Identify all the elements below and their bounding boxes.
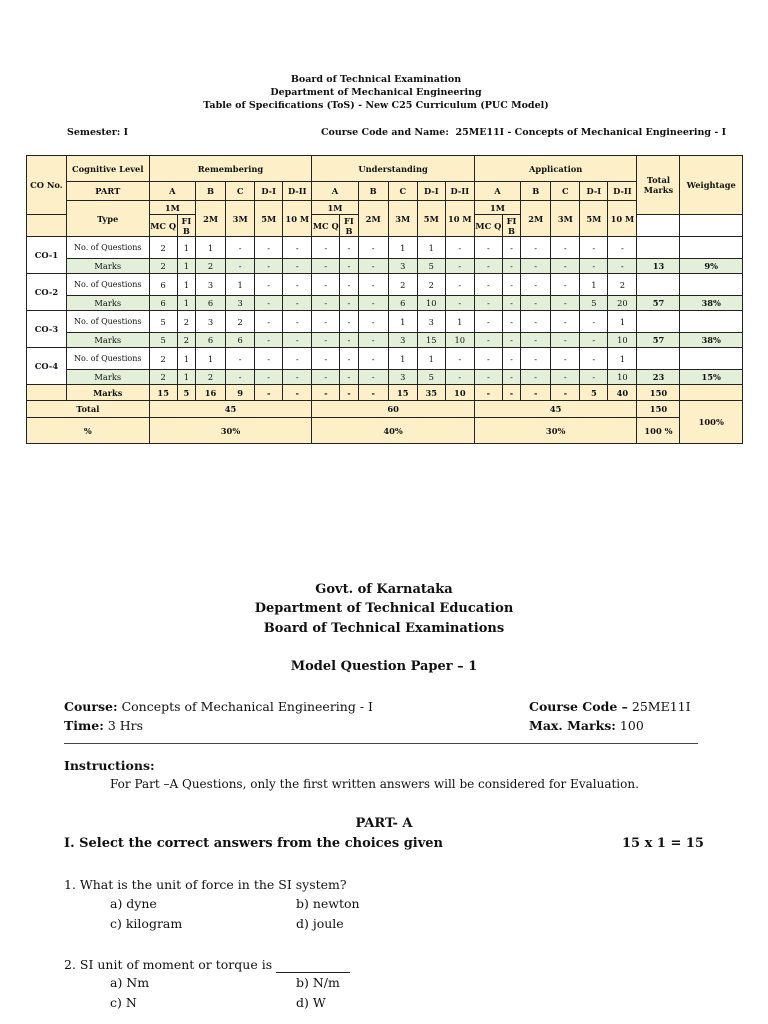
- summary-total-und: 60: [312, 401, 475, 418]
- summary-mark-cell: 15: [149, 385, 177, 401]
- remembering-header: Remembering: [149, 156, 312, 182]
- row-total-cell: [637, 274, 680, 296]
- type-3m-rem: 3M: [226, 201, 255, 237]
- header-divider: [64, 743, 698, 744]
- question-count-cell: -: [340, 237, 358, 259]
- type-10m-app: 10 M: [608, 201, 637, 237]
- marks-cell: -: [502, 296, 520, 311]
- summary-pct-app: 30%: [474, 418, 637, 444]
- question-count-cell: -: [502, 311, 520, 333]
- marks-cell: -: [551, 370, 580, 385]
- marks-cell: 10: [417, 296, 445, 311]
- part-a-app: A: [474, 182, 520, 201]
- marks-cell: -: [580, 259, 608, 274]
- q2-option-b: b) N/m: [296, 975, 340, 990]
- question-count-cell: -: [521, 274, 551, 296]
- question-count-cell: -: [312, 311, 340, 333]
- summary-mark-cell: -: [551, 385, 580, 401]
- part-d2-app: D-II: [608, 182, 637, 201]
- row-total-cell: [637, 237, 680, 259]
- cognitive-level-header: Cognitive Level: [66, 156, 149, 182]
- marks-cell: -: [608, 259, 637, 274]
- summary-weight: 100%: [680, 401, 743, 444]
- part-d2-und: D-II: [445, 182, 474, 201]
- question-1: 1. What is the unit of force in the SI system?: [64, 877, 347, 892]
- question-count-cell: -: [358, 274, 388, 296]
- part-b-und: B: [358, 182, 388, 201]
- tos-semester: Semester: I: [67, 127, 129, 138]
- question-count-cell: 1: [445, 311, 474, 333]
- marks-cell: -: [226, 370, 255, 385]
- type-5m-und: 5M: [417, 201, 445, 237]
- question-2: 2. SI unit of moment or torque is: [64, 957, 350, 973]
- type-2m-app: 2M: [521, 201, 551, 237]
- co-label: CO-1: [27, 237, 67, 274]
- part-c-app: C: [551, 182, 580, 201]
- question-count-cell: -: [226, 237, 255, 259]
- no-of-questions-label: No. of Questions: [66, 274, 149, 296]
- section-title: I. Select the correct answers from the choices given: [64, 836, 444, 851]
- q1-option-d: d) joule: [296, 916, 344, 931]
- summary-total-label: Total: [27, 401, 150, 418]
- question-count-cell: -: [283, 274, 312, 296]
- marks-cell: -: [226, 259, 255, 274]
- no-of-questions-label: No. of Questions: [66, 311, 149, 333]
- summary-mark-cell: 5: [580, 385, 608, 401]
- question-count-cell: -: [255, 348, 283, 370]
- question-count-cell: 1: [388, 237, 417, 259]
- paper-title: Model Question Paper – 1: [290, 659, 478, 674]
- row-weightage: 38%: [680, 296, 743, 311]
- understanding-header: Understanding: [312, 156, 475, 182]
- question-count-cell: 2: [149, 237, 177, 259]
- question-count-cell: -: [445, 348, 474, 370]
- row-weightage-cell: [680, 274, 743, 296]
- question-count-cell: 2: [226, 311, 255, 333]
- marks-cell: 10: [445, 333, 474, 348]
- part-d2-rem: D-II: [283, 182, 312, 201]
- question-count-cell: -: [608, 237, 637, 259]
- row-total-marks: 57: [637, 333, 680, 348]
- marks-cell: -: [255, 333, 283, 348]
- summary-total-rem: 45: [149, 401, 312, 418]
- marks-cell: 6: [226, 333, 255, 348]
- part-d1-app: D-I: [580, 182, 608, 201]
- question-count-cell: -: [283, 348, 312, 370]
- question-count-cell: -: [551, 237, 580, 259]
- type-3m-app: 3M: [551, 201, 580, 237]
- marks-cell: -: [340, 333, 358, 348]
- question-count-cell: 1: [580, 274, 608, 296]
- type-3m-und: 3M: [388, 201, 417, 237]
- question-count-cell: 2: [177, 311, 195, 333]
- marks-cell: -: [521, 370, 551, 385]
- question-count-cell: -: [445, 274, 474, 296]
- type-5m-app: 5M: [580, 201, 608, 237]
- summary-pct-und: 40%: [312, 418, 475, 444]
- part-c-rem: C: [226, 182, 255, 201]
- part-b-app: B: [521, 182, 551, 201]
- course-value: Concepts of Mechanical Engineering - I: [121, 699, 373, 714]
- summary-pct-total: 100 %: [637, 418, 680, 444]
- marks-cell: -: [521, 296, 551, 311]
- row-weightage-cell: [680, 348, 743, 370]
- question-count-cell: -: [312, 274, 340, 296]
- marks-cell: 20: [608, 296, 637, 311]
- marks-cell: 2: [149, 370, 177, 385]
- q1-option-c: c) kilogram: [110, 916, 183, 931]
- tos-table: [26, 155, 743, 444]
- question-count-cell: -: [474, 311, 502, 333]
- question-count-cell: -: [283, 311, 312, 333]
- summary-total-total: 150: [637, 401, 680, 418]
- row-weightage-cell: [680, 237, 743, 259]
- no-of-questions-label: No. of Questions: [66, 348, 149, 370]
- marks-cell: -: [255, 370, 283, 385]
- q2-option-a: a) Nm: [110, 975, 150, 990]
- question-count-cell: 3: [417, 311, 445, 333]
- marks-cell: 3: [226, 296, 255, 311]
- part-d1-und: D-I: [417, 182, 445, 201]
- marks-cell: -: [340, 296, 358, 311]
- question-count-cell: 2: [388, 274, 417, 296]
- question-count-cell: -: [340, 274, 358, 296]
- question-count-cell: 1: [177, 237, 195, 259]
- marks-cell: -: [474, 259, 502, 274]
- marks-cell: -: [340, 370, 358, 385]
- marks-cell: -: [502, 259, 520, 274]
- question-count-cell: 6: [149, 274, 177, 296]
- marks-label: Marks: [66, 296, 149, 311]
- question-count-cell: -: [255, 274, 283, 296]
- q2-option-d: d) W: [296, 995, 326, 1010]
- part-b-rem: B: [195, 182, 225, 201]
- marks-cell: -: [358, 333, 388, 348]
- row-weightage: 15%: [680, 370, 743, 385]
- question-count-cell: 2: [417, 274, 445, 296]
- type-2m-und: 2M: [358, 201, 388, 237]
- question-count-cell: 1: [195, 348, 225, 370]
- question-count-cell: -: [474, 237, 502, 259]
- summary-mark-cell: 35: [417, 385, 445, 401]
- summary-mark-cell: -: [474, 385, 502, 401]
- row-total-cell: [637, 311, 680, 333]
- marks-cell: -: [502, 333, 520, 348]
- summary-mark-cell: 40: [608, 385, 637, 401]
- marks-cell: -: [312, 259, 340, 274]
- question-count-cell: -: [312, 348, 340, 370]
- summary-mark-cell: -: [502, 385, 520, 401]
- question-count-cell: 1: [226, 274, 255, 296]
- question-count-cell: 1: [388, 348, 417, 370]
- summary-marks-total: 150: [637, 385, 680, 401]
- summary-mark-cell: -: [312, 385, 340, 401]
- marks-cell: 15: [417, 333, 445, 348]
- type-mcq-und: MC Q: [312, 215, 340, 237]
- summary-mark-cell: -: [521, 385, 551, 401]
- tos-course-label: Course Code and Name:: [321, 127, 449, 138]
- weightage-header: Weightage: [680, 156, 743, 215]
- marks-label: Marks: [66, 333, 149, 348]
- marks-cell: 3: [388, 333, 417, 348]
- summary-mark-cell: -: [340, 385, 358, 401]
- marks-cell: 2: [195, 370, 225, 385]
- row-total-marks: 13: [637, 259, 680, 274]
- part-a-rem: A: [149, 182, 195, 201]
- question-count-cell: -: [445, 237, 474, 259]
- course-code-value: 25ME11I: [631, 699, 691, 714]
- type-header: Type: [66, 201, 149, 237]
- question-count-cell: -: [521, 237, 551, 259]
- marks-cell: 6: [195, 333, 225, 348]
- course-line: [64, 699, 373, 714]
- marks-cell: 3: [388, 259, 417, 274]
- co-no-header: CO No.: [27, 156, 67, 215]
- type-1m-rem: 1M: [149, 201, 195, 215]
- answer-blank: [276, 957, 350, 973]
- question-count-cell: -: [255, 237, 283, 259]
- summary-marks-label: Marks: [66, 385, 149, 401]
- marks-cell: 6: [149, 296, 177, 311]
- type-fib-und: FI B: [340, 215, 358, 237]
- course-code-label: Course Code –: [529, 699, 628, 714]
- question-count-cell: 3: [195, 311, 225, 333]
- part-c-und: C: [388, 182, 417, 201]
- marks-cell: -: [312, 370, 340, 385]
- question-count-cell: -: [502, 274, 520, 296]
- summary-mark-cell: 15: [388, 385, 417, 401]
- summary-mark-cell: -: [283, 385, 312, 401]
- question-count-cell: -: [340, 348, 358, 370]
- question-count-cell: -: [255, 311, 283, 333]
- question-count-cell: -: [358, 311, 388, 333]
- question-count-cell: 1: [177, 274, 195, 296]
- q2-option-c: c) N: [110, 995, 137, 1010]
- marks-cell: -: [283, 296, 312, 311]
- max-marks-value: 100: [619, 718, 644, 733]
- course-code-line: [529, 699, 691, 714]
- question-count-cell: -: [474, 348, 502, 370]
- part-d1-rem: D-I: [255, 182, 283, 201]
- summary-mark-cell: -: [358, 385, 388, 401]
- question-count-cell: -: [358, 237, 388, 259]
- tos-course-value: 25ME11I - Concepts of Mechanical Engineering - I: [455, 127, 727, 138]
- marks-cell: 2: [195, 259, 225, 274]
- co-label: CO-2: [27, 274, 67, 311]
- marks-cell: -: [551, 296, 580, 311]
- question-count-cell: -: [521, 311, 551, 333]
- marks-cell: 6: [388, 296, 417, 311]
- question-count-cell: -: [226, 348, 255, 370]
- marks-cell: -: [474, 370, 502, 385]
- part-a-title: PART- A: [355, 816, 413, 831]
- summary-pct-label: %: [27, 418, 150, 444]
- marks-cell: -: [283, 259, 312, 274]
- marks-cell: -: [358, 259, 388, 274]
- marks-cell: -: [312, 296, 340, 311]
- question-count-cell: -: [580, 237, 608, 259]
- marks-cell: -: [502, 370, 520, 385]
- question-count-cell: 1: [417, 237, 445, 259]
- co-label: CO-3: [27, 311, 67, 348]
- question-count-cell: -: [474, 274, 502, 296]
- marks-cell: 1: [177, 370, 195, 385]
- marks-cell: 5: [149, 333, 177, 348]
- question-count-cell: -: [502, 348, 520, 370]
- row-total-cell: [637, 348, 680, 370]
- row-weightage-cell: [680, 311, 743, 333]
- marks-cell: -: [521, 259, 551, 274]
- max-marks-line: [529, 718, 644, 733]
- question-count-cell: 2: [149, 348, 177, 370]
- marks-cell: -: [521, 333, 551, 348]
- marks-cell: -: [474, 333, 502, 348]
- question-count-cell: -: [580, 348, 608, 370]
- tos-course: [321, 127, 726, 138]
- marks-cell: -: [255, 259, 283, 274]
- type-fib-rem: FI B: [177, 215, 195, 237]
- tos-department: Department of Mechanical Engineering: [270, 87, 482, 98]
- marks-cell: 1: [177, 296, 195, 311]
- type-10m-rem: 10 M: [283, 201, 312, 237]
- type-5m-rem: 5M: [255, 201, 283, 237]
- row-weightage: 9%: [680, 259, 743, 274]
- marks-cell: -: [445, 370, 474, 385]
- max-marks-label: Max. Marks:: [529, 718, 616, 733]
- question-count-cell: 1: [417, 348, 445, 370]
- type-1m-und: 1M: [312, 201, 358, 215]
- paper-department: Department of Technical Education: [254, 601, 514, 616]
- question-count-cell: -: [312, 237, 340, 259]
- type-mcq-rem: MC Q: [149, 215, 177, 237]
- marks-cell: -: [358, 370, 388, 385]
- q1-option-a: a) dyne: [110, 896, 157, 911]
- marks-cell: -: [445, 259, 474, 274]
- marks-cell: 10: [608, 333, 637, 348]
- marks-cell: 10: [608, 370, 637, 385]
- question-count-cell: 1: [195, 237, 225, 259]
- instructions-label: Instructions:: [64, 758, 155, 773]
- type-mcq-app: MC Q: [474, 215, 502, 237]
- marks-cell: -: [551, 259, 580, 274]
- question-count-cell: -: [340, 311, 358, 333]
- time-label: Time:: [64, 718, 104, 733]
- paper-board: Board of Technical Examinations: [263, 621, 505, 636]
- tos-board: Board of Technical Examination: [290, 74, 462, 85]
- marks-cell: -: [358, 296, 388, 311]
- marks-cell: 2: [149, 259, 177, 274]
- application-header: Application: [474, 156, 637, 182]
- marks-cell: -: [340, 259, 358, 274]
- row-weightage: 38%: [680, 333, 743, 348]
- marks-cell: 2: [177, 333, 195, 348]
- marks-cell: -: [283, 333, 312, 348]
- part-header: PART: [66, 182, 149, 201]
- time-value: 3 Hrs: [107, 718, 144, 733]
- marks-cell: 5: [417, 370, 445, 385]
- no-of-questions-label: No. of Questions: [66, 237, 149, 259]
- summary-mark-cell: 9: [226, 385, 255, 401]
- question-count-cell: 5: [149, 311, 177, 333]
- paper-govt: Govt. of Karnataka: [315, 582, 453, 597]
- question-count-cell: -: [551, 274, 580, 296]
- question-count-cell: -: [551, 348, 580, 370]
- section-marks: 15 x 1 = 15: [622, 836, 704, 851]
- marks-cell: 5: [580, 296, 608, 311]
- instructions-text: For Part –A Questions, only the first written answers will be considered for Evaluation.: [110, 777, 639, 791]
- summary-mark-cell: 10: [445, 385, 474, 401]
- question-count-cell: 1: [608, 348, 637, 370]
- marks-cell: -: [445, 296, 474, 311]
- total-marks-header: Total Marks: [637, 156, 680, 215]
- marks-cell: 3: [388, 370, 417, 385]
- marks-cell: -: [551, 333, 580, 348]
- type-2m-rem: 2M: [195, 201, 225, 237]
- marks-cell: -: [312, 333, 340, 348]
- marks-cell: 6: [195, 296, 225, 311]
- question-count-cell: -: [580, 311, 608, 333]
- question-count-cell: 3: [195, 274, 225, 296]
- q1-option-b: b) newton: [296, 896, 360, 911]
- question-count-cell: -: [358, 348, 388, 370]
- part-a-und: A: [312, 182, 358, 201]
- summary-mark-cell: -: [255, 385, 283, 401]
- summary-mark-cell: 16: [195, 385, 225, 401]
- course-label: Course:: [64, 699, 118, 714]
- type-10m-und: 10 M: [445, 201, 474, 237]
- summary-pct-rem: 30%: [149, 418, 312, 444]
- question-count-cell: 1: [177, 348, 195, 370]
- marks-cell: -: [255, 296, 283, 311]
- type-fib-app: FI B: [502, 215, 520, 237]
- summary-mark-cell: 5: [177, 385, 195, 401]
- marks-cell: 5: [417, 259, 445, 274]
- marks-label: Marks: [66, 370, 149, 385]
- question-count-cell: -: [551, 311, 580, 333]
- row-total-marks: 23: [637, 370, 680, 385]
- marks-cell: -: [283, 370, 312, 385]
- question-count-cell: 1: [608, 311, 637, 333]
- tos-title: Table of Specifications (ToS) - New C25 Curriculum (PUC Model): [203, 100, 549, 111]
- time-line: [64, 718, 143, 733]
- type-1m-app: 1M: [474, 201, 520, 215]
- marks-cell: -: [580, 370, 608, 385]
- co-label: CO-4: [27, 348, 67, 385]
- marks-cell: 1: [177, 259, 195, 274]
- marks-cell: -: [580, 333, 608, 348]
- question-count-cell: -: [283, 237, 312, 259]
- question-count-cell: -: [502, 237, 520, 259]
- marks-cell: -: [474, 296, 502, 311]
- summary-total-app: 45: [474, 401, 637, 418]
- marks-label: Marks: [66, 259, 149, 274]
- row-total-marks: 57: [637, 296, 680, 311]
- question-count-cell: 1: [388, 311, 417, 333]
- question-count-cell: 2: [608, 274, 637, 296]
- question-count-cell: -: [521, 348, 551, 370]
